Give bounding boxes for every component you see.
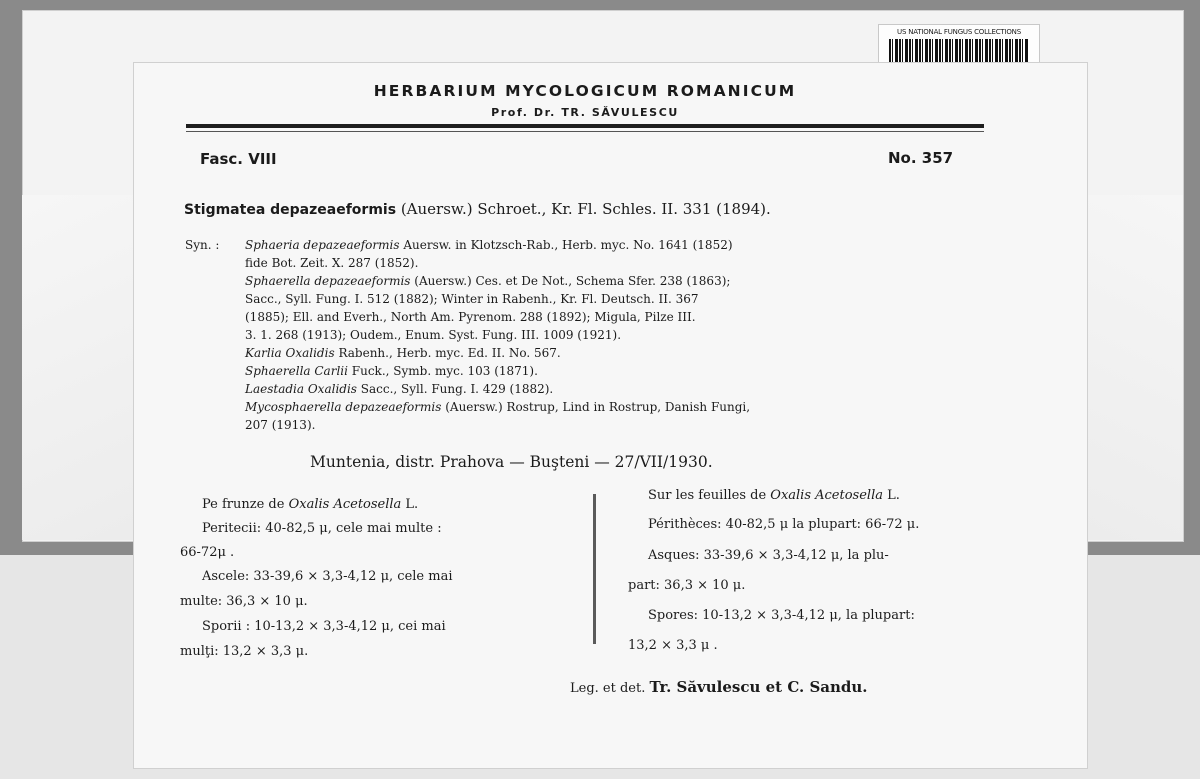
synonym-line: fide Bot. Zeit. X. 287 (1852). — [245, 256, 419, 270]
species-name: Stigmatea depazeaeformis — [184, 202, 397, 218]
synonym-line: Laestadia Oxalidis Sacc., Syll. Fung. I. 429 (1882). — [245, 382, 554, 396]
synonyms-label: Syn. : — [185, 238, 220, 252]
synonym-line: Karlia Oxalidis Rabenh., Herb. myc. Ed. II. No. 567. — [245, 346, 561, 360]
fascicle-number: Fasc. VIII — [200, 150, 277, 168]
synonym-line: Mycosphaerella depazeaeformis (Auersw.) Rostrup, Lind in Rostrup, Danish Fungi, — [245, 400, 751, 414]
synonym-line: 207 (1913). — [245, 418, 316, 432]
french-host: Sur les feuilles de Oxalis Acetosella L. — [648, 488, 900, 503]
french-description-line: part: 36,3 × 10 μ. — [628, 578, 746, 593]
envelope-flap-left — [22, 195, 135, 540]
synonym-line: Sphaerella Carlii Fuck., Symb. myc. 103 (1871). — [245, 364, 538, 378]
herbarium-title: HERBARIUM MYCOLOGICUM ROMANICUM — [373, 82, 797, 100]
french-description-line: 13,2 × 3,3 μ . — [628, 638, 718, 653]
romanian-host: Pe frunze de Oxalis Acetosella L. — [202, 497, 419, 512]
herbarium-subtitle: Prof. Dr. TR. SĂVULESCU — [491, 106, 679, 119]
header-rule-thin — [186, 131, 984, 132]
french-description-line: Asques: 33-39,6 × 3,3-4,12 μ, la plu- — [648, 548, 889, 563]
romanian-description-line: Sporii : 10-13,2 × 3,3-4,12 μ, cei mai — [202, 619, 446, 634]
header-rule — [186, 124, 984, 128]
synonym-line: 3. 1. 268 (1913); Oudem., Enum. Syst. Fung. III. 1009 (1921). — [245, 328, 622, 342]
specimen-number: No. 357 — [888, 149, 954, 167]
column-divider — [593, 494, 596, 644]
envelope-flap-right — [1080, 195, 1183, 540]
romanian-description-line: 66-72μ . — [180, 545, 235, 560]
synonym-line: Sphaerella depazeaeformis (Auersw.) Ces. et De Not., Schema Sfer. 238 (1863); — [245, 274, 731, 288]
barcode-institution: US NATIONAL FUNGUS COLLECTIONS — [897, 28, 1021, 36]
french-description-line: Périthèces: 40-82,5 μ la plupart: 66-72 μ. — [648, 517, 920, 532]
french-description-line: Spores: 10-13,2 × 3,3-4,12 μ, la plupart: — [648, 608, 915, 623]
locality-date: Muntenia, distr. Prahova — Buşteni — 27/VII/1930. — [310, 453, 713, 471]
synonym-line: (1885); Ell. and Everh., North Am. Pyrenom. 288 (1892); Migula, Pilze III. — [245, 310, 696, 324]
synonym-line: Sacc., Syll. Fung. I. 512 (1882); Winter in Rabenh., Kr. Fl. Deutsch. II. 367 — [245, 292, 699, 306]
romanian-description-line: Ascele: 33-39,6 × 3,3-4,12 μ, cele mai — [202, 569, 453, 584]
herbarium-label — [133, 62, 1088, 769]
species-authority: (Auersw.) Schroet., Kr. Fl. Schles. II. 331 (1894). — [400, 200, 771, 218]
romanian-description-line: mulţi: 13,2 × 3,3 μ. — [180, 644, 309, 659]
collector-line: Leg. et det. Tr. Săvulescu et C. Sandu. — [570, 678, 868, 696]
synonym-line: Sphaeria depazeaeformis Auersw. in Klotzsch-Rab., Herb. myc. No. 1641 (1852) — [245, 238, 733, 252]
species-heading — [184, 200, 1004, 218]
romanian-description-line: multe: 36,3 × 10 μ. — [180, 594, 308, 609]
romanian-description-line: Peritecii: 40-82,5 μ, cele mai multe : — [202, 521, 442, 536]
